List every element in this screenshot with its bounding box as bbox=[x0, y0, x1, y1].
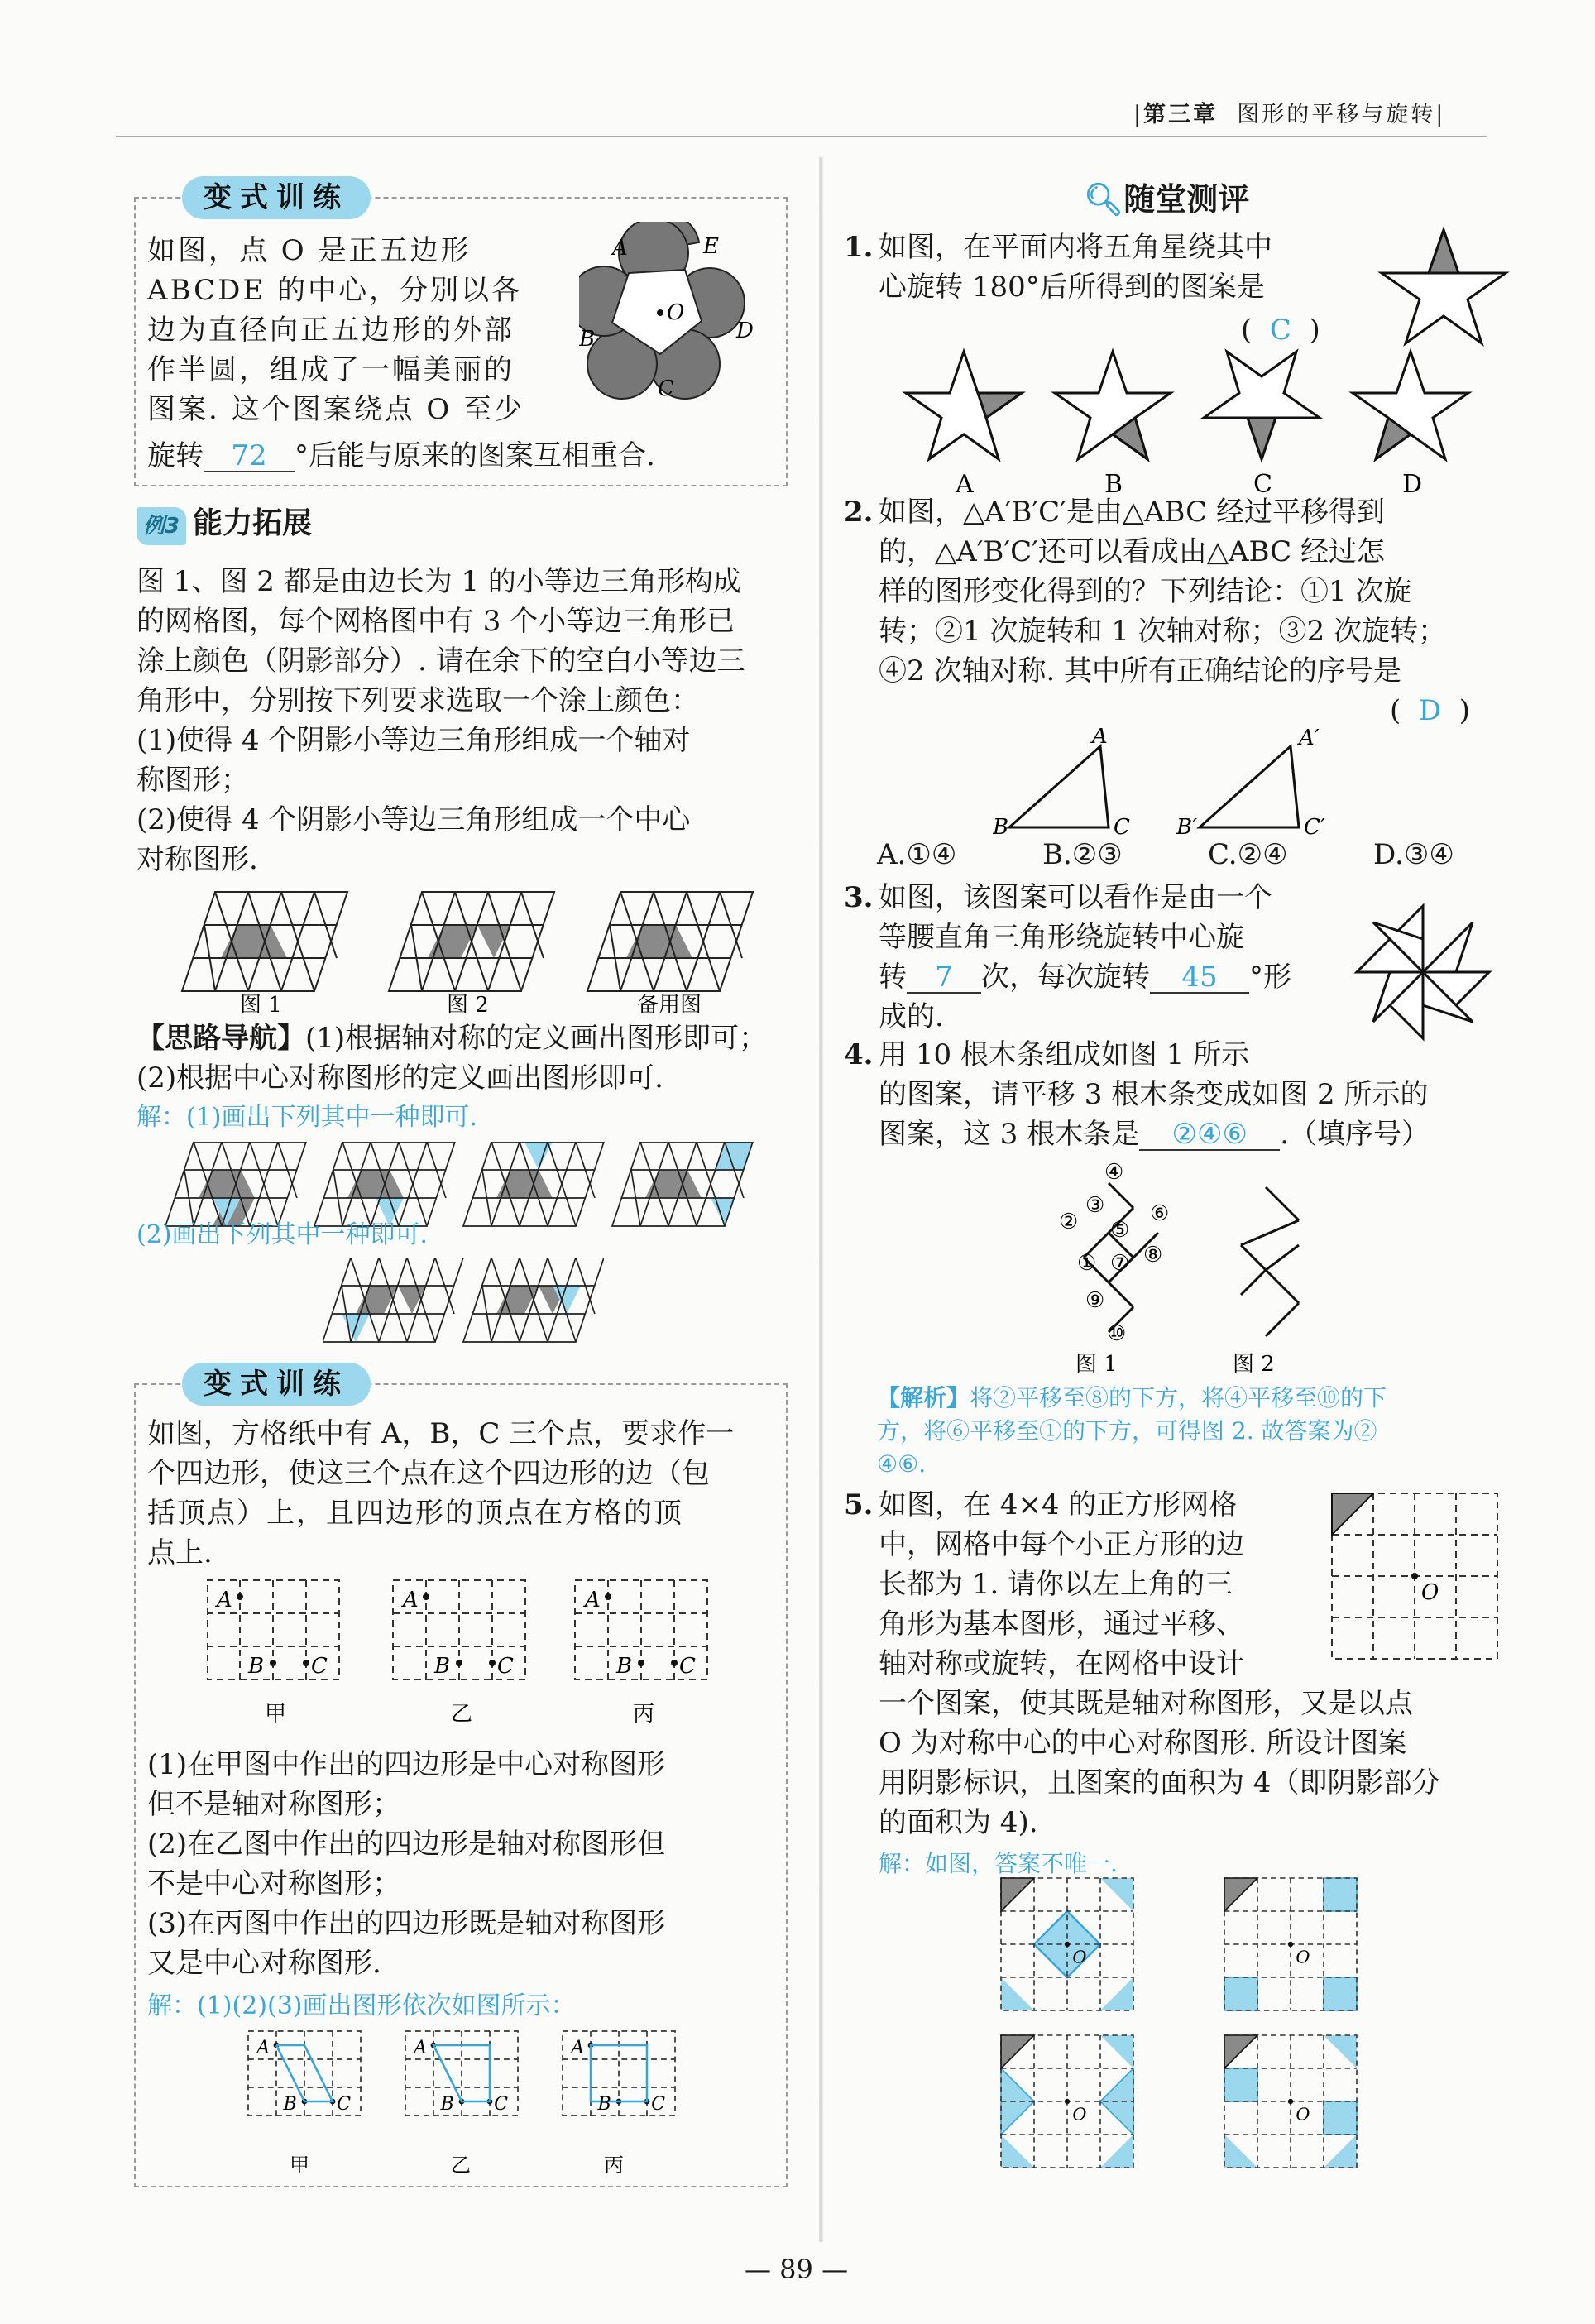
pinwheel-figure bbox=[1332, 898, 1514, 1047]
svg-text:O: O bbox=[1072, 2104, 1087, 2125]
solution-grid-c bbox=[1001, 2035, 1133, 2168]
ex3-line: 称图形； bbox=[137, 764, 249, 797]
q5-line: O 为对称中心的中心对称图形. 所设计图案 bbox=[879, 1727, 1407, 1760]
svg-text:A′: A′ bbox=[1299, 728, 1320, 750]
grid-fig-3 bbox=[587, 892, 753, 991]
q2-line: 转；②1 次旋转和 1 次轴对称；③2 次旋转； bbox=[879, 615, 1447, 648]
guide-line: (2)根据中心对称图形的定义画出图形即可. bbox=[137, 1061, 663, 1095]
q5-solution: 解：如图，答案不唯一. bbox=[879, 1850, 1118, 1877]
page-number: — 89 — bbox=[745, 2254, 849, 2285]
grid-jia bbox=[207, 1580, 339, 1680]
ex3-line: 涂上颜色（阴影部分）. 请在余下的空白小等边三 bbox=[137, 644, 745, 678]
q5-line: 轴对称或旋转，在网格中设计 bbox=[879, 1647, 1244, 1680]
q5-line: 用阴影标识，且图案的面积为 4（即阴影部分 bbox=[879, 1766, 1440, 1799]
q5-solution-grids bbox=[993, 1870, 1456, 2184]
variant1-last-line: 旋转 72 °后能与原来的图案互相重合. bbox=[147, 439, 655, 472]
pentagon-flower-figure bbox=[579, 222, 769, 404]
grid-yi bbox=[393, 1580, 525, 1680]
svg-text:⑥: ⑥ bbox=[1150, 1201, 1170, 1226]
q2-option: D.③④ bbox=[1373, 838, 1454, 871]
header-rule bbox=[116, 136, 1487, 137]
sticks-figure bbox=[1018, 1154, 1365, 1386]
star-figure bbox=[1373, 223, 1514, 347]
q5-line: 的面积为 4). bbox=[879, 1806, 1038, 1839]
triangles-figure bbox=[993, 728, 1390, 844]
svg-text:O: O bbox=[1296, 2104, 1310, 2125]
svg-text:O: O bbox=[1421, 1580, 1439, 1605]
chapter-label: 第三章 bbox=[1143, 102, 1219, 127]
guide-label: 【思路导航】 bbox=[137, 1022, 305, 1055]
svg-text:⑦: ⑦ bbox=[1110, 1251, 1130, 1276]
q1-line: 如图，在平面内将五角星绕其中 bbox=[879, 231, 1272, 264]
option-label: D bbox=[1402, 470, 1423, 499]
svg-text:⑨: ⑨ bbox=[1085, 1288, 1105, 1313]
svg-text:O: O bbox=[1296, 1947, 1310, 1967]
solution-quads bbox=[240, 2023, 703, 2180]
q1-answer: ( C ) bbox=[1241, 314, 1320, 347]
svg-text:C′: C′ bbox=[1304, 815, 1325, 840]
svg-text:A: A bbox=[585, 1588, 601, 1612]
star-options bbox=[898, 343, 1510, 501]
variant1-line: ABCDE 的中心，分别以各 bbox=[147, 274, 523, 307]
label-E: E bbox=[703, 234, 719, 259]
example3-heading bbox=[137, 505, 312, 545]
svg-text:C: C bbox=[1114, 815, 1130, 840]
svg-text:A: A bbox=[414, 2037, 428, 2059]
q3-line: 转 7 次，每次旋转 45 °形 bbox=[879, 961, 1291, 994]
req-line: 又是中心对称图形. bbox=[147, 1947, 381, 1980]
label-O: O bbox=[667, 300, 685, 325]
square-grids-abc bbox=[207, 1572, 736, 1746]
q2-option: B.②③ bbox=[1042, 838, 1123, 871]
magnifier-icon: 🔍︎ bbox=[1084, 181, 1124, 218]
svg-text:B′: B′ bbox=[1176, 815, 1198, 840]
svg-text:甲: 甲 bbox=[290, 2154, 309, 2177]
solution-grid-a bbox=[1001, 1878, 1133, 2010]
svg-text:C: C bbox=[337, 2093, 352, 2116]
svg-text:⑩: ⑩ bbox=[1107, 1321, 1127, 1346]
svg-text:C: C bbox=[679, 1654, 696, 1679]
svg-text:⑤: ⑤ bbox=[1110, 1218, 1130, 1243]
page: |第三章 图形的平移与旋转| 变式训练 如图，点 O 是正五边形 ABCDE 的中心，分别以各 边为直径向正五边形的外部 作半圆，组成了一幅美丽的 图案. 这个图案绕点 O 至少 旋转 72 °后能与原来的图案互相重合. A E B D C O 例3 能力拓展 图 1、图 2 都是由边长为 1 的小等边三角形构成 的网格图，每个网格图中有 3 个小等边三角形已 涂上颜色（阴影部分）. 请在余下的空白小等边三 角形中，分别按下列要求选取一个涂上颜色： (1)使得 4 个阴影小等边三角形组成一个轴对 称图形； (2)使得 4 个阴影小等边三角形组成一个中心 对称图形. 图 1 图 2 备用图 【思路导航】(1)根据轴对称的定义画出图形即可； (2)根据中心对称图形的定义画出图形即可. 解：(1)画出下列其中一种即可. (2)画出下列其中一种即可. 变式训练 如图，方格纸中有 A，B，C 三个点，要求作一 个四边形，使这三个点在这个四边形的边（包 括顶点）上，且四边形的顶点在方格的顶 点上. A B C A B C A B C 甲 乙 丙 (1)在甲图中作出的四边形是中心对称图形 但不是轴对称图形； (2)在乙图中作出的四边形是轴对称图形但 不是中心对称图形； (3)在丙图中作出的四边形既是轴对称图形 又是中心对称图形. 解：(1)(2)(3)画出图形依次如图所示： A B C A B C A B C 甲 乙 丙 🔍︎随堂测评 1. 如图，在平面内将五角星绕其中 心旋转 180°后所得到的图案是 ( C ) A B C D 2. 如图，△A′B′C′是由△ABC 经过平移得到 的，△A′B′C′还可以看成由△ABC 经过怎 样的图形变化得到的？下列结论：①1 次旋 转；②1 次旋转和 1 次轴对称；③2 次旋转； ④2 次轴对称. 其中所有正确结论的序号是 ( D ) A B C A′ B′ C′ A.①④ B.②③ C.②④ D.③④ 3. 如图，该图案可以看作是由一个 等腰直角三角形绕旋转中心旋 转 7 次，每次旋转 45 °形 成的. 4. 用 10 根木条组成如图 1 所示 的图案，请平移 3 根木条变成如图 2 所示的 图案，这 3 根木条是 ②④⑥ .（填序号） ① ② ③ ④ ⑤ ⑥ ⑦ ⑧ ⑨ ⑩ 图 1 图 2 【解析】将②平移至⑧的下方，将④平移至⑩的下 方，将⑥平移至①的下方，可得图 2. 故答案为② ④⑥. 5. 如图，在 4×4 的正方形网格 中，网格中每个小正方形的边 长都为 1. 请你以左上角的三 角形为基本图形，通过平移、 轴对称或旋转，在网格中设计 一个图案，使其既是轴对称图形，又是以点 O 为对称中心的中心对称图形. 所设计图案 用阴影标识，且图案的面积为 4（即阴影部分 的面积为 4). 解：如图，答案不唯一. O O O O O — 89 — bbox=[0, 0, 1595, 2324]
answer-blank: 72 bbox=[204, 439, 295, 472]
q4-line: 用 10 根木条组成如图 1 所示 bbox=[879, 1038, 1250, 1071]
ex3-line: (1)使得 4 个阴影小等边三角形组成一个轴对 bbox=[137, 724, 691, 757]
solution-grids-2 bbox=[323, 1258, 604, 1357]
answer-blank: 45 bbox=[1150, 961, 1249, 994]
svg-text:④: ④ bbox=[1104, 1160, 1124, 1185]
q5-grid bbox=[1328, 1489, 1502, 1663]
q2-answer: ( D ) bbox=[1390, 694, 1471, 727]
ex3-line: (2)使得 4 个阴影小等边三角形组成一个中心 bbox=[137, 803, 691, 836]
label-D: D bbox=[736, 319, 754, 343]
req-line: 但不是轴对称图形； bbox=[147, 1788, 400, 1821]
solution-grid-d bbox=[1224, 2035, 1357, 2168]
solution-1: 解：(1)画出下列其中一种即可. bbox=[137, 1103, 478, 1132]
svg-text:O: O bbox=[1072, 1947, 1087, 1967]
q2-option: A.①④ bbox=[877, 838, 957, 871]
solution-2: (2)画出下列其中一种即可. bbox=[137, 1220, 429, 1249]
answer-blank: ②④⑥ bbox=[1139, 1118, 1280, 1151]
req-line: 不是中心对称图形； bbox=[147, 1867, 400, 1900]
variant1-line: 边为直径向正五边形的外部 bbox=[147, 314, 515, 347]
ex3-line: 图 1、图 2 都是由边长为 1 的小等边三角形构成 bbox=[137, 565, 741, 598]
svg-text:C: C bbox=[497, 1654, 514, 1679]
ex3-line: 的网格图，每个网格图中有 3 个小等边三角形已 bbox=[137, 605, 735, 638]
variant2-solution: 解：(1)(2)(3)画出图形依次如图所示： bbox=[147, 1991, 576, 2020]
svg-text:B: B bbox=[597, 2093, 611, 2116]
example-tag: 例3 bbox=[137, 507, 186, 545]
chapter-title: 图形的平移与旋转 bbox=[1237, 102, 1436, 127]
svg-text:A: A bbox=[217, 1588, 232, 1612]
q4-line: 的图案，请平移 3 根木条变成如图 2 所示的 bbox=[879, 1078, 1429, 1111]
variant-pill-1: 变式训练 bbox=[182, 176, 371, 219]
q3-line: 等腰直角三角形绕旋转中心旋 bbox=[879, 921, 1244, 954]
svg-text:A: A bbox=[256, 2037, 271, 2059]
svg-text:③: ③ bbox=[1085, 1193, 1105, 1218]
option-label: B bbox=[1104, 470, 1123, 499]
fig-label: 图 2 bbox=[447, 993, 489, 1016]
solution-grid-b bbox=[1224, 1878, 1357, 2010]
label-C: C bbox=[658, 376, 674, 401]
ex3-line: 角形中，分别按下列要求选取一个涂上颜色： bbox=[137, 684, 699, 717]
svg-text:B: B bbox=[616, 1654, 633, 1679]
fig-label: 图 1 bbox=[240, 993, 282, 1016]
svg-text:图 2: 图 2 bbox=[1233, 1352, 1275, 1377]
grid-fig-2 bbox=[389, 892, 554, 991]
req-line: (1)在甲图中作出的四边形是中心对称图形 bbox=[147, 1748, 666, 1781]
svg-text:A: A bbox=[403, 1588, 419, 1612]
svg-text:②: ② bbox=[1059, 1210, 1079, 1234]
option-label: A bbox=[956, 470, 974, 499]
v2-line: 如图，方格纸中有 A，B，C 三个点，要求作一 bbox=[147, 1417, 735, 1450]
grid-bing bbox=[575, 1580, 707, 1680]
svg-text:图 1: 图 1 bbox=[1075, 1352, 1118, 1377]
svg-text:B: B bbox=[283, 2093, 297, 2116]
svg-text:C: C bbox=[311, 1654, 328, 1679]
ex3-line: 对称图形. bbox=[137, 843, 258, 876]
q5-line: 一个图案，使其既是轴对称图形，又是以点 bbox=[879, 1687, 1413, 1720]
q5-line: 角形为基本图形，通过平移、 bbox=[879, 1608, 1244, 1641]
guide-line: (1)根据轴对称的定义画出图形即可； bbox=[305, 1022, 768, 1055]
req-line: (3)在丙图中作出的四边形既是轴对称图形 bbox=[147, 1907, 666, 1940]
v2-line: 个四边形，使这三个点在这个四边形的边（包 bbox=[147, 1457, 710, 1490]
variant1-line: 如图，点 O 是正五边形 bbox=[147, 234, 472, 267]
grid-label: 丙 bbox=[633, 1702, 655, 1727]
q2-option: C.②④ bbox=[1208, 838, 1288, 871]
svg-text:A: A bbox=[1092, 728, 1108, 749]
svg-text:C: C bbox=[651, 2093, 666, 2116]
grid-label: 甲 bbox=[265, 1702, 287, 1727]
svg-text:A: A bbox=[571, 2037, 585, 2059]
q2-line: 如图，△A′B′C′是由△ABC 经过平移得到 bbox=[879, 496, 1385, 529]
q3-line: 成的. bbox=[879, 1000, 944, 1033]
running-header: |第三章 图形的平移与旋转| bbox=[1133, 102, 1446, 127]
svg-text:⑧: ⑧ bbox=[1143, 1243, 1163, 1267]
svg-text:C: C bbox=[494, 2093, 509, 2116]
variant1-line: 图案. 这个图案绕点 O 至少 bbox=[147, 393, 525, 426]
svg-text:丙: 丙 bbox=[604, 2154, 624, 2177]
variant1-line: 作半圆，组成了一幅美丽的 bbox=[147, 353, 515, 386]
svg-text:乙: 乙 bbox=[451, 2154, 471, 2177]
q5-line: 长都为 1. 请你以左上角的三 bbox=[879, 1568, 1233, 1601]
q2-line: 的，△A′B′C′还可以看成由△ABC 经过怎 bbox=[879, 535, 1385, 568]
quiz-heading bbox=[1084, 180, 1249, 218]
quiz-title: 随堂测评 bbox=[1123, 181, 1250, 218]
q5-line: 如图，在 4×4 的正方形网格 bbox=[879, 1488, 1238, 1521]
option-label: C bbox=[1253, 470, 1272, 499]
v2-line: 点上. bbox=[147, 1536, 213, 1569]
q2-line: 样的图形变化得到的？下列结论：①1 次旋 bbox=[879, 575, 1412, 608]
q2-line: ④2 次轴对称. 其中所有正确结论的序号是 bbox=[879, 654, 1402, 688]
label-A: A bbox=[612, 236, 628, 261]
q3-line: 如图，该图案可以看作是由一个 bbox=[879, 881, 1272, 914]
svg-text:B: B bbox=[440, 2093, 454, 2116]
example3-title: 能力拓展 bbox=[193, 506, 313, 540]
svg-text:①: ① bbox=[1077, 1251, 1097, 1276]
analysis-label: 【解析】 bbox=[877, 1384, 970, 1411]
triangle-grid-figures bbox=[165, 884, 786, 1016]
req-line: (2)在乙图中作出的四边形是轴对称图形但 bbox=[147, 1828, 666, 1861]
fig-label: 备用图 bbox=[637, 993, 702, 1016]
variant-pill-2: 变式训练 bbox=[182, 1363, 371, 1406]
v2-line: 括顶点）上，且四边形的顶点在方格的顶 bbox=[147, 1497, 683, 1530]
label-B: B bbox=[579, 327, 596, 352]
grid-label: 乙 bbox=[451, 1702, 473, 1727]
q5-line: 中，网格中每个小正方形的边 bbox=[879, 1528, 1244, 1561]
page-fold bbox=[819, 157, 823, 2242]
center-point bbox=[657, 309, 663, 316]
grid-fig-1 bbox=[182, 892, 347, 991]
svg-text:B: B bbox=[434, 1654, 451, 1679]
q4-line: 图案，这 3 根木条是 ②④⑥ .（填序号） bbox=[879, 1118, 1430, 1151]
svg-text:B: B bbox=[248, 1654, 265, 1679]
q1-line: 心旋转 180°后所得到的图案是 bbox=[879, 271, 1265, 304]
answer-blank: 7 bbox=[907, 961, 981, 994]
svg-text:B: B bbox=[993, 815, 1009, 840]
